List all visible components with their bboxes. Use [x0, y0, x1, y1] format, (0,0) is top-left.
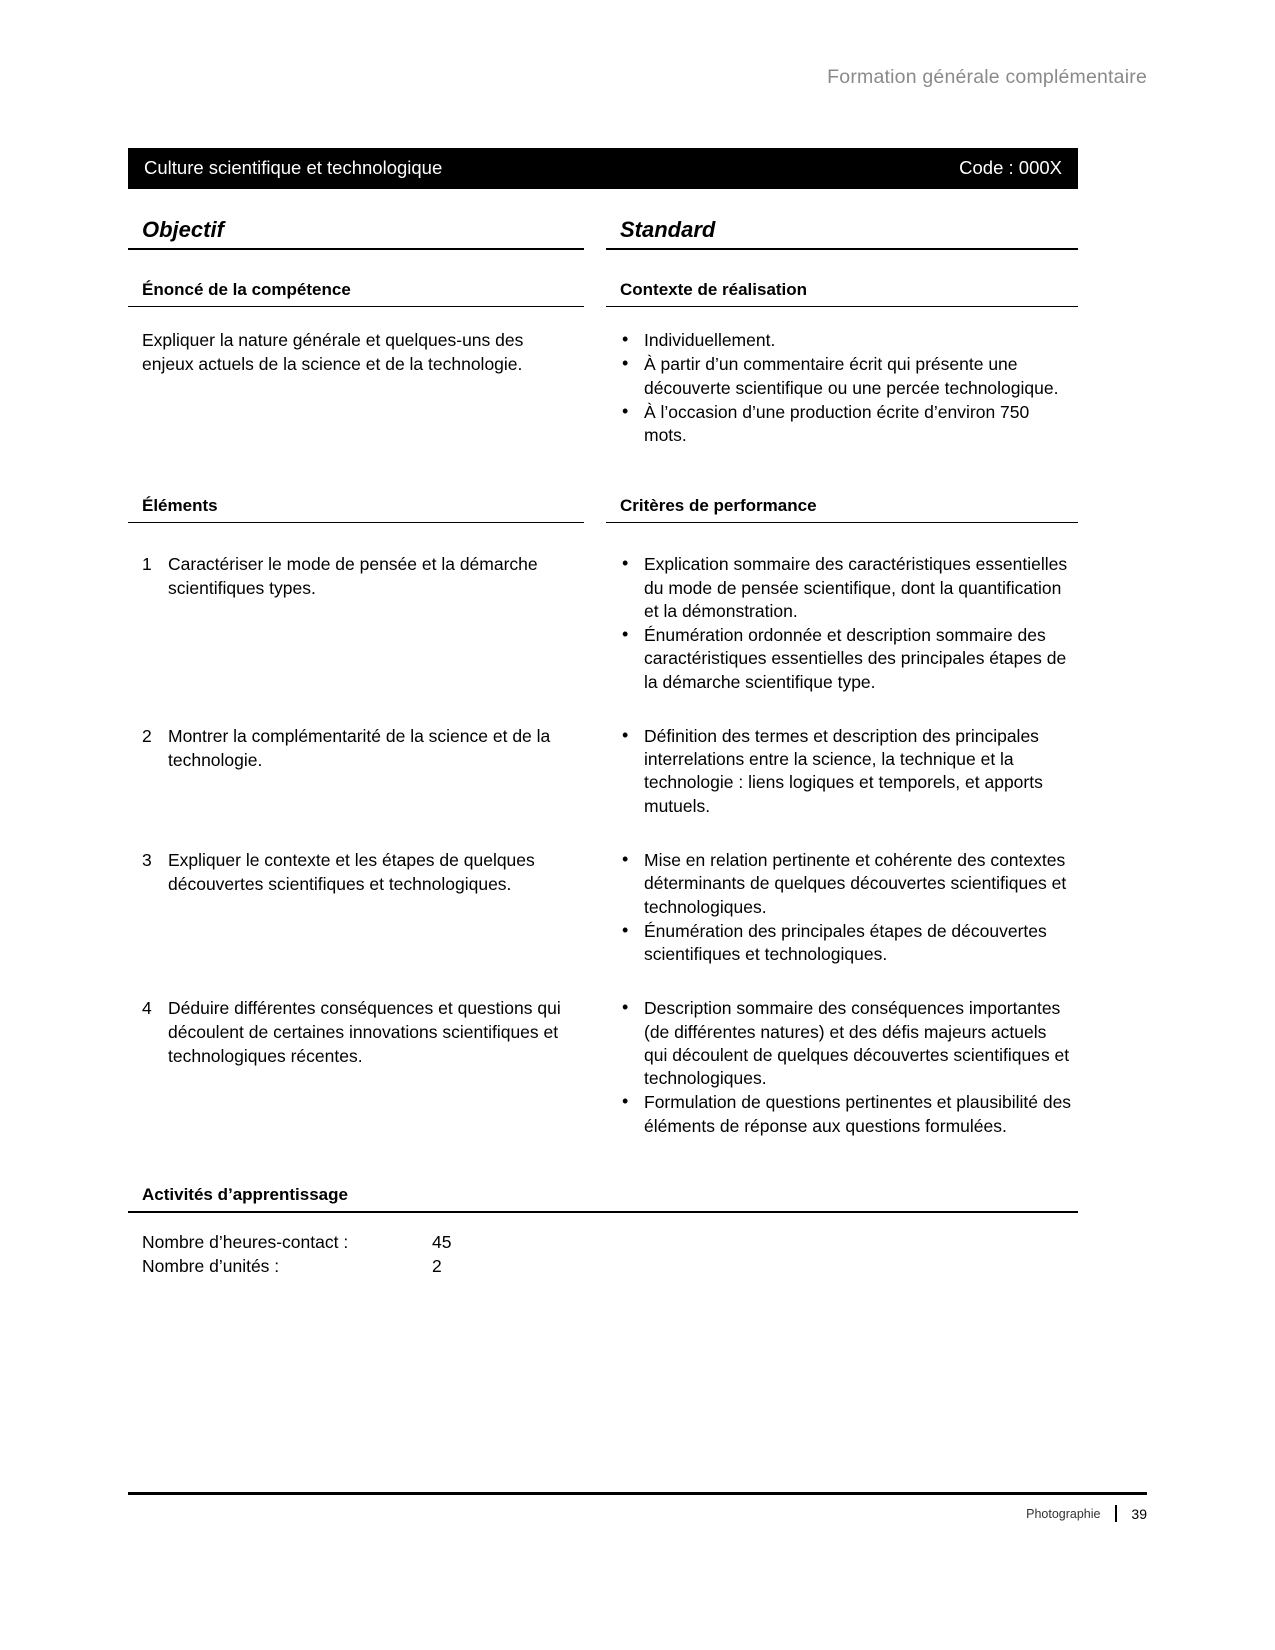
list-item: • Mise en relation pertinente et cohérente des contextes déterminants de quelques découvertes scientifiques et technologiques.: [642, 849, 1078, 919]
standard-heading: Standard: [606, 217, 1078, 250]
elements-heading: Éléments: [128, 496, 584, 523]
standard-column: [606, 217, 1078, 250]
criteres-heading: Critères de performance: [606, 496, 1078, 523]
criteres-list: [606, 997, 1078, 1138]
list-item: • Formulation de questions pertinentes et plausibilité des éléments de réponse aux questions formulées.: [642, 1091, 1078, 1138]
element-text: Expliquer le contexte et les étapes de quelques découvertes scientifiques et technologiques.: [168, 849, 535, 894]
course-title-bar: [128, 148, 1078, 189]
elements-criteres-headings: [128, 496, 1078, 523]
activities-label: Nombre d’heures-contact :: [142, 1231, 349, 1252]
element-item: [128, 553, 592, 600]
element-item: [128, 849, 592, 896]
element-number: 1: [142, 554, 152, 575]
list-item: • Définition des termes et description des principales interrelations entre la science, la technique et la technologie : liens logiques et temporels, et apports mutuels.: [642, 725, 1078, 818]
footer-program: Photographie: [1026, 1506, 1101, 1521]
element-text: Déduire différentes conséquences et questions qui découlent de certaines innovations scientifiques et technologiques récentes.: [168, 998, 561, 1066]
footer-separator: [1115, 1505, 1118, 1522]
headings-row: [128, 217, 1078, 250]
contexte-heading: Contexte de réalisation: [606, 280, 1078, 307]
course-title: Culture scientifique et technologique: [144, 157, 443, 178]
table-row: [128, 849, 1078, 967]
activities-value: 45: [432, 1231, 452, 1252]
table-row: [128, 553, 1078, 695]
enonce-contexte-headings: [128, 280, 1078, 307]
contexte-bullet-list: [606, 329, 1078, 447]
activities-label: Nombre d’unités :: [142, 1255, 280, 1276]
table-row: [128, 997, 1078, 1139]
activities-heading: Activités d’apprentissage: [128, 1185, 1078, 1213]
list-item: • Individuellement.: [642, 329, 1078, 352]
criteres-list: [606, 553, 1078, 694]
element-text: Montrer la complémentarité de la science et de la technologie.: [168, 725, 551, 770]
activities-value: 2: [432, 1255, 442, 1276]
enonce-text: Expliquer la nature générale et quelques-uns des enjeux actuels de la science et de la technologie.: [142, 330, 524, 374]
activities-line: [142, 1255, 1078, 1279]
element-number: 4: [142, 998, 152, 1019]
page-footer: [128, 1492, 1147, 1522]
element-item: [128, 997, 592, 1068]
list-item: • À partir d’un commentaire écrit qui présente une découverte scientifique ou une percée technologique.: [642, 353, 1078, 400]
element-number: 3: [142, 849, 152, 870]
element-text: Caractériser le mode de pensée et la démarche scientifiques types.: [168, 554, 538, 598]
running-header: Formation générale complémentaire: [827, 66, 1147, 88]
course-code: Code : 000X: [959, 157, 1062, 178]
list-item: • Explication sommaire des caractéristiques essentielles du mode de pensée scientifique, dont la quantification et la démonstration.: [642, 553, 1078, 623]
activities-line: [142, 1231, 1078, 1255]
list-item: • Description sommaire des conséquences importantes (de différentes natures) et des défis majeurs actuels qui découlent de quelques découvertes scientifiques et technologiques.: [642, 997, 1078, 1090]
enonce-contexte-body: [128, 329, 1078, 448]
page-content: [128, 148, 1078, 1278]
activities-body: [128, 1231, 1078, 1278]
list-item: • Énumération ordonnée et description sommaire des caractéristiques essentielles des principales étapes de la démarche scientifique type.: [642, 624, 1078, 694]
table-row: [128, 725, 1078, 819]
objectif-heading: Objectif: [128, 217, 584, 250]
objectif-column: [128, 217, 606, 250]
footer-divider: [128, 1492, 1147, 1495]
criteres-list: [606, 725, 1078, 818]
list-item: • Énumération des principales étapes de découvertes scientifiques et technologiques.: [642, 920, 1078, 967]
criteres-list: [606, 849, 1078, 966]
enonce-heading: Énoncé de la compétence: [128, 280, 584, 307]
page-number: 39: [1131, 1505, 1147, 1522]
element-item: [128, 725, 592, 772]
list-item: • À l’occasion d’une production écrite d’environ 750 mots.: [642, 401, 1078, 448]
element-number: 2: [142, 725, 152, 746]
